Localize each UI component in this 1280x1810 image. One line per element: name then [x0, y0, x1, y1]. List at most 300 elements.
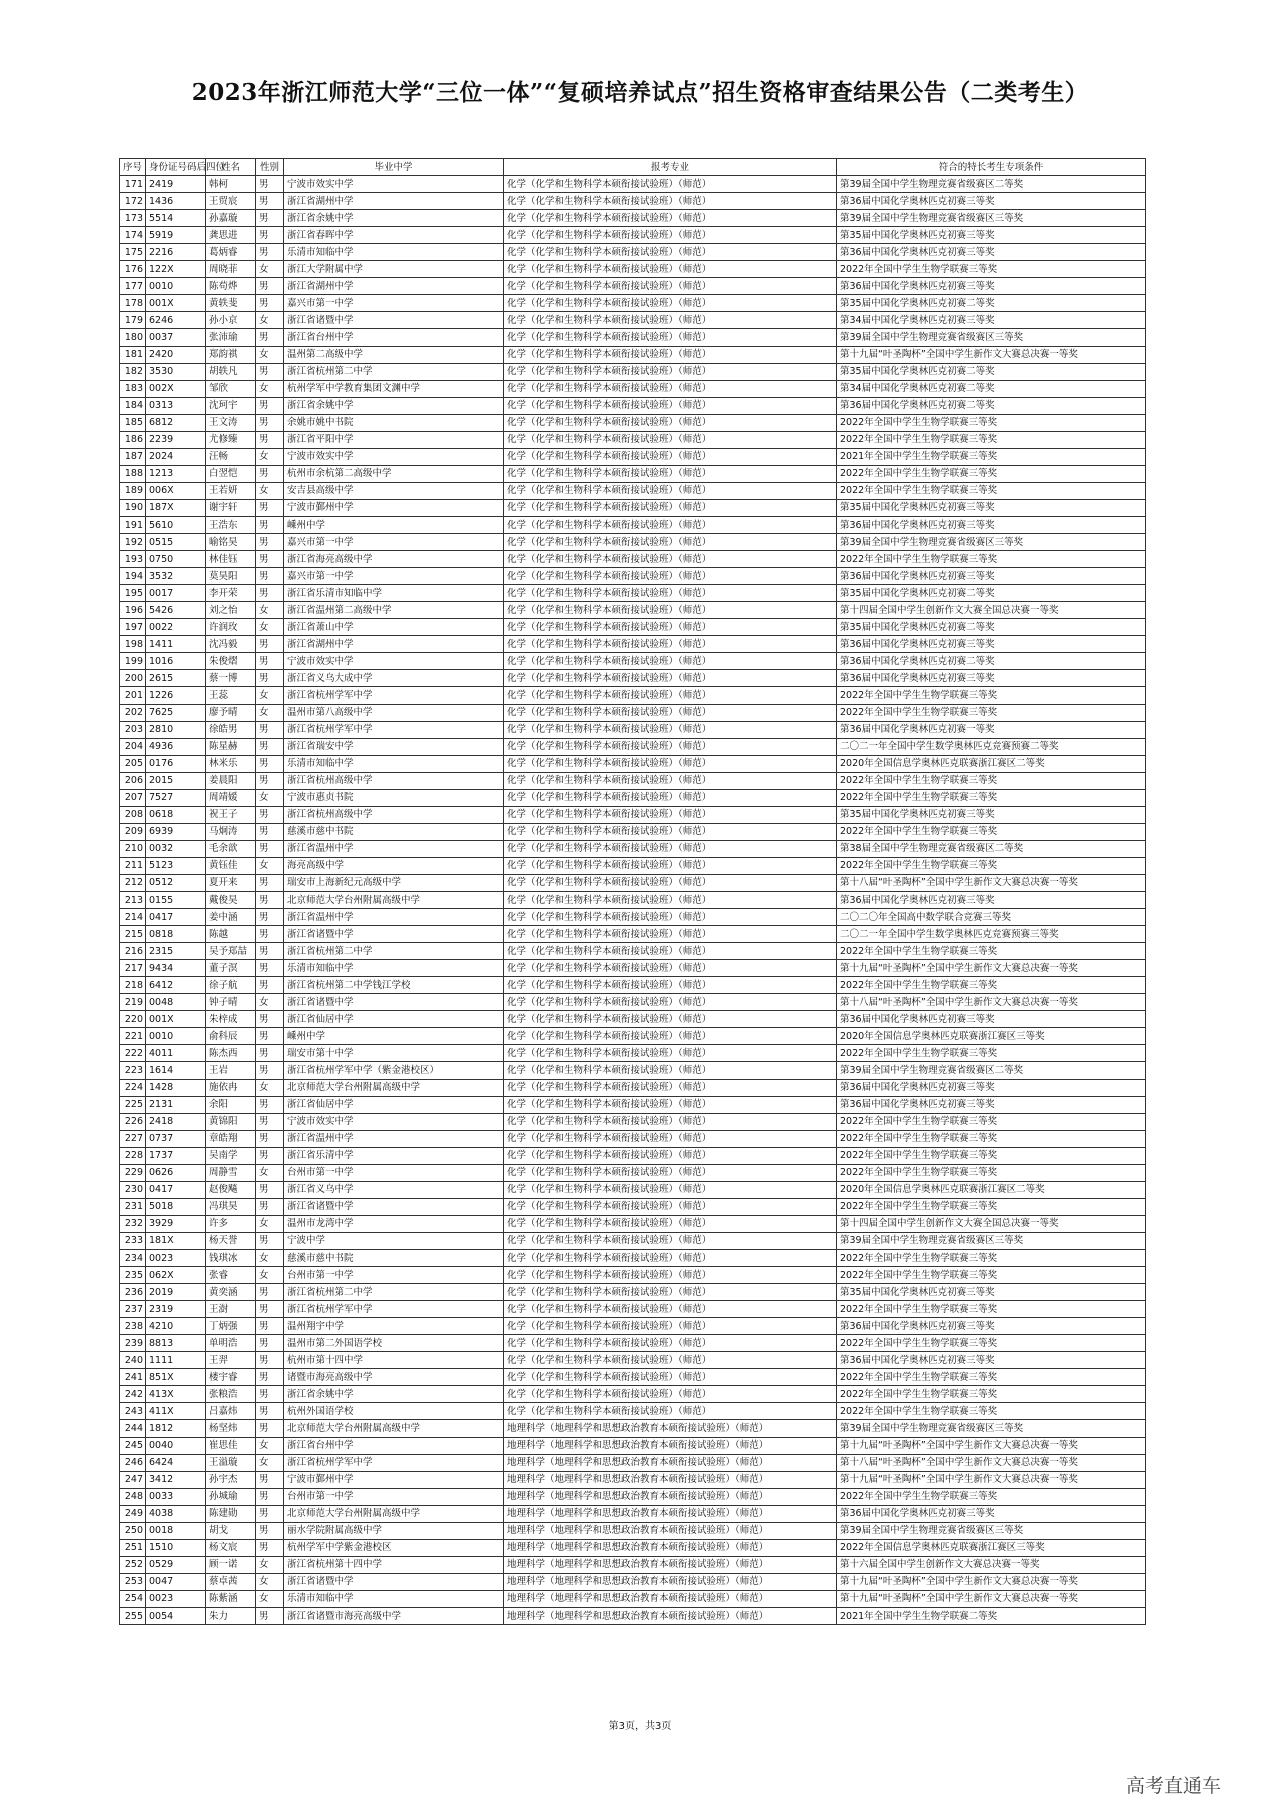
cell-major: 化学（化学和生物科学本硕衔接试验班）（师范） — [504, 738, 837, 755]
cell-id-last4: 2239 — [146, 431, 206, 448]
cell-gender: 男 — [256, 892, 284, 909]
cell-name: 刘之怡 — [206, 602, 256, 619]
cell-id-last4: 062X — [146, 1267, 206, 1284]
cell-name: 王溢璇 — [206, 1454, 256, 1471]
cell-major: 化学（化学和生物科学本硕衔接试验班）（师范） — [504, 585, 837, 602]
table-row — [120, 414, 1146, 431]
cell-school: 浙江省杭州第二中学 — [284, 1284, 504, 1301]
cell-major: 化学（化学和生物科学本硕衔接试验班）（师范） — [504, 329, 837, 346]
cell-gender: 女 — [256, 312, 284, 329]
cell-qualification: 第38届全国中学生物理竞赛省级赛区二等奖 — [837, 840, 1146, 857]
table-row — [120, 1147, 1146, 1164]
cell-school: 慈溪市慈中书院 — [284, 823, 504, 840]
cell-qualification: 第十六届全国中学生创新作文大赛总决赛一等奖 — [837, 1556, 1146, 1573]
cell-school: 乐清市知临中学 — [284, 960, 504, 977]
cell-school: 浙江省台州中学 — [284, 1437, 504, 1454]
cell-gender: 女 — [256, 482, 284, 499]
cell-index: 197 — [120, 619, 146, 636]
cell-id-last4: 0040 — [146, 1437, 206, 1454]
cell-major: 化学（化学和生物科学本硕衔接试验班）（师范） — [504, 960, 837, 977]
table-row — [120, 738, 1146, 755]
cell-index: 177 — [120, 278, 146, 295]
table-row — [120, 1437, 1146, 1454]
cell-index: 226 — [120, 1113, 146, 1130]
cell-qualification: 第35届中国化学奥林匹克初赛三等奖 — [837, 1284, 1146, 1301]
cell-id-last4: 9434 — [146, 960, 206, 977]
cell-name: 廖予晴 — [206, 704, 256, 721]
cell-major: 化学（化学和生物科学本硕衔接试验班）（师范） — [504, 1335, 837, 1352]
cell-gender: 男 — [256, 193, 284, 210]
table-row — [120, 687, 1146, 704]
table-row — [120, 1215, 1146, 1232]
cell-school: 浙江省瑞安中学 — [284, 738, 504, 755]
cell-name: 陈星赫 — [206, 738, 256, 755]
cell-index: 242 — [120, 1386, 146, 1403]
header-index: 序号 — [120, 159, 146, 176]
cell-gender: 男 — [256, 1420, 284, 1437]
cell-qualification: 第36届中国化学奥林匹克初赛三等奖 — [837, 193, 1146, 210]
table-row — [120, 1011, 1146, 1028]
cell-gender: 男 — [256, 278, 284, 295]
cell-name: 莫昊阳 — [206, 568, 256, 585]
cell-gender: 男 — [256, 1607, 284, 1624]
cell-id-last4: 2024 — [146, 448, 206, 465]
table-row — [120, 1198, 1146, 1215]
cell-gender: 男 — [256, 1369, 284, 1386]
cell-school: 余姚市姚中书院 — [284, 414, 504, 431]
cell-gender: 女 — [256, 380, 284, 397]
cell-id-last4: 4210 — [146, 1318, 206, 1335]
cell-id-last4: 0750 — [146, 551, 206, 568]
cell-name: 蔡卓茜 — [206, 1573, 256, 1590]
cell-gender: 男 — [256, 568, 284, 585]
cell-index: 231 — [120, 1198, 146, 1215]
cell-qualification: 第35届中国化学奥林匹克初赛二等奖 — [837, 585, 1146, 602]
cell-qualification: 第36届中国化学奥林匹克初赛二等奖 — [837, 397, 1146, 414]
cell-index: 243 — [120, 1403, 146, 1420]
cell-id-last4: 1411 — [146, 636, 206, 653]
cell-id-last4: 0737 — [146, 1130, 206, 1147]
cell-school: 嘉兴市第一中学 — [284, 295, 504, 312]
cell-school: 嘉兴市第一中学 — [284, 534, 504, 551]
cell-name: 黄奕涵 — [206, 1284, 256, 1301]
table-row — [120, 329, 1146, 346]
cell-school: 浙江省义乌大成中学 — [284, 670, 504, 687]
cell-id-last4: 0313 — [146, 397, 206, 414]
cell-school: 浙江省杭州学军中学 — [284, 721, 504, 738]
cell-index: 200 — [120, 670, 146, 687]
cell-gender: 男 — [256, 806, 284, 823]
table-row — [120, 1232, 1146, 1249]
cell-qualification: 2022年全国中学生生物学联赛三等奖 — [837, 772, 1146, 789]
table-row — [120, 977, 1146, 994]
cell-gender: 男 — [256, 1113, 284, 1130]
cell-index: 185 — [120, 414, 146, 431]
cell-name: 黄钰佳 — [206, 857, 256, 874]
table-row — [120, 1130, 1146, 1147]
cell-major: 化学（化学和生物科学本硕衔接试验班）（师范） — [504, 874, 837, 891]
cell-name: 夏开来 — [206, 874, 256, 891]
cell-index: 237 — [120, 1301, 146, 1318]
cell-index: 232 — [120, 1215, 146, 1232]
cell-gender: 男 — [256, 1181, 284, 1198]
table-row — [120, 1318, 1146, 1335]
cell-name: 吴予郑喆 — [206, 943, 256, 960]
cell-name: 顾一诺 — [206, 1556, 256, 1573]
cell-name: 王若妍 — [206, 482, 256, 499]
table-row — [120, 482, 1146, 499]
cell-major: 地理科学（地理科学和思想政治教育本硕衔接试验班）（师范） — [504, 1607, 837, 1624]
table-row — [120, 772, 1146, 789]
cell-major: 化学（化学和生物科学本硕衔接试验班）（师范） — [504, 806, 837, 823]
cell-gender: 男 — [256, 823, 284, 840]
cell-name: 许多 — [206, 1215, 256, 1232]
table-row — [120, 534, 1146, 551]
table-row — [120, 1420, 1146, 1437]
cell-school: 温州市第二外国语学校 — [284, 1335, 504, 1352]
cell-major: 化学（化学和生物科学本硕衔接试验班）（师范） — [504, 465, 837, 482]
cell-gender: 女 — [256, 602, 284, 619]
cell-id-last4: 001X — [146, 1011, 206, 1028]
cell-gender: 男 — [256, 1011, 284, 1028]
cell-school: 浙江省余姚中学 — [284, 1386, 504, 1403]
cell-id-last4: 3530 — [146, 363, 206, 380]
cell-major: 化学（化学和生物科学本硕衔接试验班）（师范） — [504, 909, 837, 926]
cell-id-last4: 0010 — [146, 278, 206, 295]
cell-major: 化学（化学和生物科学本硕衔接试验班）（师范） — [504, 346, 837, 363]
table-row — [120, 1522, 1146, 1539]
cell-gender: 男 — [256, 772, 284, 789]
cell-name: 王蕊 — [206, 687, 256, 704]
cell-name: 徐皓男 — [206, 721, 256, 738]
cell-id-last4: 122X — [146, 261, 206, 278]
table-row — [120, 892, 1146, 909]
cell-name: 姜晨阳 — [206, 772, 256, 789]
cell-qualification: 2022年全国中学生生物学联赛三等奖 — [837, 977, 1146, 994]
cell-name: 朱力 — [206, 1607, 256, 1624]
cell-id-last4: 1016 — [146, 653, 206, 670]
cell-qualification: 2021年全国中学生生物学联赛二等奖 — [837, 1607, 1146, 1624]
cell-index: 253 — [120, 1573, 146, 1590]
cell-gender: 男 — [256, 397, 284, 414]
page-footer: 第3页，共3页 — [608, 1721, 672, 1732]
cell-major: 化学（化学和生物科学本硕衔接试验班）（师范） — [504, 1198, 837, 1215]
table-row — [120, 840, 1146, 857]
cell-qualification: 2022年全国中学生生物学联赛三等奖 — [837, 1403, 1146, 1420]
cell-gender: 男 — [256, 499, 284, 516]
cell-major: 地理科学（地理科学和思想政治教育本硕衔接试验班）（师范） — [504, 1539, 837, 1556]
cell-gender: 男 — [256, 653, 284, 670]
cell-index: 213 — [120, 892, 146, 909]
cell-index: 171 — [120, 176, 146, 193]
cell-id-last4: 006X — [146, 482, 206, 499]
table-row — [120, 1045, 1146, 1062]
cell-major: 化学（化学和生物科学本硕衔接试验班）（师范） — [504, 704, 837, 721]
cell-school: 浙江省杭州学军中学 — [284, 1454, 504, 1471]
cell-name: 俞科辰 — [206, 1028, 256, 1045]
cell-qualification: 第十四届全国中学生创新作文大赛全国总决赛一等奖 — [837, 1215, 1146, 1232]
cell-id-last4: 4011 — [146, 1045, 206, 1062]
cell-name: 马炯涛 — [206, 823, 256, 840]
cell-index: 206 — [120, 772, 146, 789]
cell-index: 245 — [120, 1437, 146, 1454]
table-row — [120, 909, 1146, 926]
cell-id-last4: 5514 — [146, 210, 206, 227]
cell-id-last4: 1226 — [146, 687, 206, 704]
cell-school: 浙江省杭州第十四中学 — [284, 1556, 504, 1573]
cell-qualification: 2022年全国中学生生物学联赛三等奖 — [837, 1164, 1146, 1181]
cell-name: 徐子航 — [206, 977, 256, 994]
cell-major: 化学（化学和生物科学本硕衔接试验班）（师范） — [504, 499, 837, 516]
cell-index: 192 — [120, 534, 146, 551]
cell-name: 钱琪冰 — [206, 1250, 256, 1267]
cell-major: 化学（化学和生物科学本硕衔接试验班）（师范） — [504, 244, 837, 261]
cell-index: 240 — [120, 1352, 146, 1369]
cell-name: 郑韵祺 — [206, 346, 256, 363]
cell-qualification: 第39届全国中学生物理竞赛省级赛区三等奖 — [837, 1232, 1146, 1249]
cell-school: 宁波市效实中学 — [284, 1113, 504, 1130]
cell-gender: 男 — [256, 1522, 284, 1539]
cell-gender: 女 — [256, 1079, 284, 1096]
cell-qualification: 2022年全国中学生生物学联赛三等奖 — [837, 1301, 1146, 1318]
cell-gender: 男 — [256, 329, 284, 346]
cell-gender: 男 — [256, 1318, 284, 1335]
cell-id-last4: 0010 — [146, 1028, 206, 1045]
results-table-container — [119, 158, 1145, 1625]
cell-index: 193 — [120, 551, 146, 568]
table-row — [120, 278, 1146, 295]
table-row — [120, 380, 1146, 397]
cell-school: 杭州外国语学校 — [284, 1403, 504, 1420]
cell-id-last4: 6246 — [146, 312, 206, 329]
cell-gender: 女 — [256, 1215, 284, 1232]
cell-name: 胡轶凡 — [206, 363, 256, 380]
cell-qualification: 2020年全国信息学奥林匹克联赛浙江赛区二等奖 — [837, 755, 1146, 772]
cell-major: 化学（化学和生物科学本硕衔接试验班）（师范） — [504, 414, 837, 431]
cell-name: 邹欣 — [206, 380, 256, 397]
cell-name: 张粮浩 — [206, 1386, 256, 1403]
cell-index: 173 — [120, 210, 146, 227]
table-row — [120, 568, 1146, 585]
cell-school: 浙江省温州中学 — [284, 909, 504, 926]
cell-school: 浙江省诸暨中学 — [284, 926, 504, 943]
cell-gender: 男 — [256, 227, 284, 244]
header-id-last4: 身份证号码后四位 — [146, 159, 206, 176]
cell-school: 浙江省诸暨中学 — [284, 994, 504, 1011]
cell-qualification: 2022年全国中学生生物学联赛三等奖 — [837, 1267, 1146, 1284]
cell-qualification: 2022年全国中学生生物学联赛三等奖 — [837, 1045, 1146, 1062]
cell-major: 化学（化学和生物科学本硕衔接试验班）（师范） — [504, 261, 837, 278]
cell-index: 179 — [120, 312, 146, 329]
cell-gender: 男 — [256, 414, 284, 431]
cell-major: 地理科学（地理科学和思想政治教育本硕衔接试验班）（师范） — [504, 1420, 837, 1437]
cell-index: 230 — [120, 1181, 146, 1198]
cell-qualification: 第十四届全国中学生创新作文大赛全国总决赛一等奖 — [837, 602, 1146, 619]
cell-qualification: 第十八届“叶圣陶杯”全国中学生新作文大赛总决赛一等奖 — [837, 1454, 1146, 1471]
cell-major: 化学（化学和生物科学本硕衔接试验班）（师范） — [504, 516, 837, 533]
cell-index: 235 — [120, 1267, 146, 1284]
cell-school: 安吉县高级中学 — [284, 482, 504, 499]
cell-school: 北京师范大学台州附属高级中学 — [284, 892, 504, 909]
cell-id-last4: 0515 — [146, 534, 206, 551]
cell-name: 孙小京 — [206, 312, 256, 329]
cell-major: 化学（化学和生物科学本硕衔接试验班）（师范） — [504, 397, 837, 414]
table-row — [120, 499, 1146, 516]
table-row — [120, 653, 1146, 670]
cell-name: 吕嘉炜 — [206, 1403, 256, 1420]
cell-qualification: 第十八届“叶圣陶杯”全国中学生新作文大赛总决赛一等奖 — [837, 994, 1146, 1011]
cell-id-last4: 1428 — [146, 1079, 206, 1096]
cell-qualification: 第36届中国化学奥林匹克初赛三等奖 — [837, 892, 1146, 909]
cell-index: 236 — [120, 1284, 146, 1301]
cell-id-last4: 002X — [146, 380, 206, 397]
cell-gender: 男 — [256, 1284, 284, 1301]
table-row — [120, 193, 1146, 210]
cell-school: 浙江省余姚中学 — [284, 397, 504, 414]
cell-major: 化学（化学和生物科学本硕衔接试验班）（师范） — [504, 789, 837, 806]
table-row — [120, 619, 1146, 636]
cell-id-last4: 0155 — [146, 892, 206, 909]
cell-qualification: 第36届中国化学奥林匹克初赛一等奖 — [837, 721, 1146, 738]
header-school: 毕业中学 — [284, 159, 504, 176]
cell-id-last4: 411X — [146, 1403, 206, 1420]
cell-id-last4: 0032 — [146, 840, 206, 857]
cell-id-last4: 0618 — [146, 806, 206, 823]
table-row — [120, 363, 1146, 380]
cell-qualification: 2022年全国中学生生物学联赛三等奖 — [837, 1198, 1146, 1215]
cell-qualification: 二〇二一年全国中学生数学奥林匹克竞赛预赛二等奖 — [837, 738, 1146, 755]
table-row — [120, 585, 1146, 602]
cell-id-last4: 0023 — [146, 1590, 206, 1607]
cell-qualification: 第35届中国化学奥林匹克初赛二等奖 — [837, 619, 1146, 636]
cell-gender: 男 — [256, 551, 284, 568]
cell-major: 化学（化学和生物科学本硕衔接试验班）（师范） — [504, 210, 837, 227]
cell-name: 沈冯毅 — [206, 636, 256, 653]
cell-qualification: 2022年全国中学生生物学联赛三等奖 — [837, 1113, 1146, 1130]
cell-name: 崔思佳 — [206, 1437, 256, 1454]
cell-school: 杭州学军中学教育集团文渊中学 — [284, 380, 504, 397]
cell-qualification: 第39届全国中学生物理竞赛省级赛区三等奖 — [837, 1522, 1146, 1539]
cell-index: 222 — [120, 1045, 146, 1062]
cell-name: 朱俊熠 — [206, 653, 256, 670]
cell-qualification: 第十九届“叶圣陶杯”全国中学生新作文大赛总决赛一等奖 — [837, 346, 1146, 363]
cell-id-last4: 2216 — [146, 244, 206, 261]
cell-id-last4: 3412 — [146, 1471, 206, 1488]
cell-gender: 男 — [256, 534, 284, 551]
cell-name: 陈杰西 — [206, 1045, 256, 1062]
cell-index: 221 — [120, 1028, 146, 1045]
cell-index: 228 — [120, 1147, 146, 1164]
cell-id-last4: 1111 — [146, 1352, 206, 1369]
table-row — [120, 261, 1146, 278]
cell-gender: 女 — [256, 1454, 284, 1471]
cell-gender: 女 — [256, 687, 284, 704]
cell-gender: 女 — [256, 1556, 284, 1573]
cell-id-last4: 0037 — [146, 329, 206, 346]
cell-school: 浙江省诸暨中学 — [284, 312, 504, 329]
cell-qualification: 第36届中国化学奥林匹克初赛三等奖 — [837, 1318, 1146, 1335]
cell-id-last4: 1213 — [146, 465, 206, 482]
cell-school: 温州翔宇中学 — [284, 1318, 504, 1335]
cell-name: 冯琪昊 — [206, 1198, 256, 1215]
cell-school: 杭州市余杭第二高级中学 — [284, 465, 504, 482]
cell-qualification: 2022年全国中学生生物学联赛三等奖 — [837, 431, 1146, 448]
cell-id-last4: 187X — [146, 499, 206, 516]
cell-gender: 女 — [256, 1164, 284, 1181]
cell-id-last4: 2015 — [146, 772, 206, 789]
cell-id-last4: 0818 — [146, 926, 206, 943]
cell-index: 246 — [120, 1454, 146, 1471]
table-row — [120, 1573, 1146, 1590]
cell-index: 175 — [120, 244, 146, 261]
cell-index: 215 — [120, 926, 146, 943]
table-row — [120, 1062, 1146, 1079]
cell-name: 董子溟 — [206, 960, 256, 977]
cell-gender: 男 — [256, 1096, 284, 1113]
cell-id-last4: 0033 — [146, 1488, 206, 1505]
cell-qualification: 2022年全国中学生生物学联赛三等奖 — [837, 1369, 1146, 1386]
cell-id-last4: 0417 — [146, 1181, 206, 1198]
cell-major: 化学（化学和生物科学本硕衔接试验班）（师范） — [504, 448, 837, 465]
cell-major: 化学（化学和生物科学本硕衔接试验班）（师范） — [504, 227, 837, 244]
cell-major: 化学（化学和生物科学本硕衔接试验班）（师范） — [504, 1062, 837, 1079]
cell-major: 化学（化学和生物科学本硕衔接试验班）（师范） — [504, 670, 837, 687]
cell-major: 化学（化学和生物科学本硕衔接试验班）（师范） — [504, 312, 837, 329]
cell-major: 化学（化学和生物科学本硕衔接试验班）（师范） — [504, 1318, 837, 1335]
cell-school: 宁波市鄞州中学 — [284, 1471, 504, 1488]
cell-index: 239 — [120, 1335, 146, 1352]
table-row — [120, 1539, 1146, 1556]
cell-index: 205 — [120, 755, 146, 772]
table-row — [120, 602, 1146, 619]
cell-qualification: 二〇二一年全国中学生数学奥林匹克竞赛预赛三等奖 — [837, 926, 1146, 943]
cell-major: 地理科学（地理科学和思想政治教育本硕衔接试验班）（师范） — [504, 1573, 837, 1590]
cell-gender: 男 — [256, 926, 284, 943]
cell-school: 浙江省仙居中学 — [284, 1096, 504, 1113]
cell-id-last4: 1614 — [146, 1062, 206, 1079]
cell-gender: 男 — [256, 943, 284, 960]
cell-school: 宁波市效实中学 — [284, 176, 504, 193]
cell-school: 浙江省湖州中学 — [284, 636, 504, 653]
table-row — [120, 210, 1146, 227]
cell-gender: 男 — [256, 363, 284, 380]
cell-qualification: 第十九届“叶圣陶杯”全国中学生新作文大赛总决赛一等奖 — [837, 1590, 1146, 1607]
cell-school: 浙江省义乌中学 — [284, 1181, 504, 1198]
cell-school: 北京师范大学台州附属高级中学 — [284, 1079, 504, 1096]
cell-major: 化学（化学和生物科学本硕衔接试验班）（师范） — [504, 482, 837, 499]
cell-school: 浙江省温州第二高级中学 — [284, 602, 504, 619]
cell-name: 葛炳睿 — [206, 244, 256, 261]
cell-gender: 男 — [256, 1335, 284, 1352]
cell-major: 化学（化学和生物科学本硕衔接试验班）（师范） — [504, 431, 837, 448]
cell-major: 地理科学（地理科学和思想政治教育本硕衔接试验班）（师范） — [504, 1488, 837, 1505]
cell-qualification: 第36届中国化学奥林匹克初赛三等奖 — [837, 244, 1146, 261]
cell-index: 209 — [120, 823, 146, 840]
cell-gender: 男 — [256, 1028, 284, 1045]
cell-index: 174 — [120, 227, 146, 244]
cell-id-last4: 0512 — [146, 874, 206, 891]
cell-id-last4: 2131 — [146, 1096, 206, 1113]
table-row — [120, 1403, 1146, 1420]
cell-gender: 男 — [256, 874, 284, 891]
cell-name: 戴俊昊 — [206, 892, 256, 909]
cell-index: 196 — [120, 602, 146, 619]
table-row — [120, 994, 1146, 1011]
cell-school: 浙江省诸暨中学 — [284, 1573, 504, 1590]
cell-qualification: 2022年全国中学生生物学联赛三等奖 — [837, 857, 1146, 874]
cell-index: 182 — [120, 363, 146, 380]
cell-id-last4: 851X — [146, 1369, 206, 1386]
